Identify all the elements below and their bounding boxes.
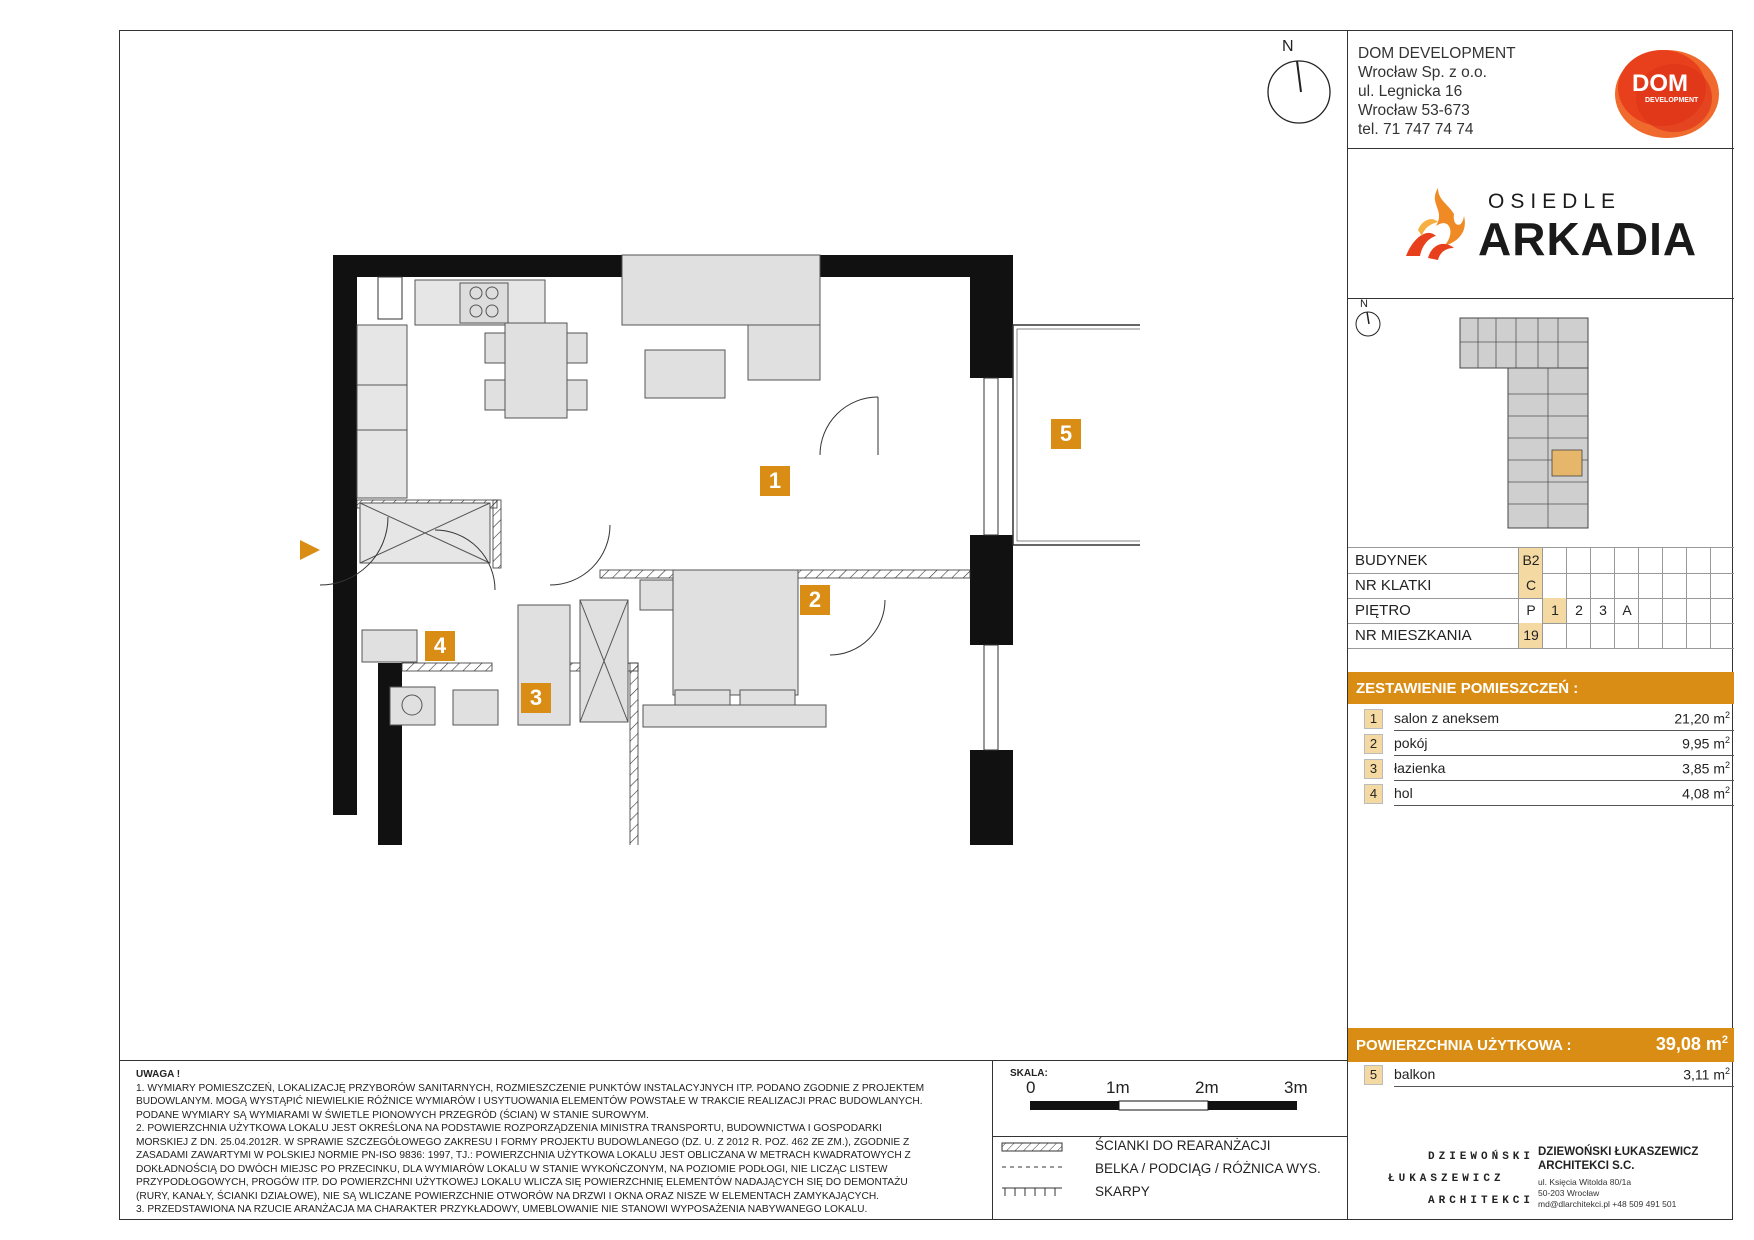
floor-cell: 3 [1590,598,1615,623]
scale-tick: 1m [1106,1078,1130,1097]
note-line: 2. POWIERZCHNIA UŻYTKOWA LOKALU JEST OKREŚLONA NA PODSTAWIE ROZPORZĄDZENIA MINISTRA TRANSPORTU, BUDOWNICTWA I GOSPODARKI [136,1123,882,1134]
scale-bar [1030,1100,1300,1112]
note-line: MORSKIEJ Z DN. 25.04.2012R. W SPRAWIE SZCZEGÓŁOWEGO ZAKRESU I FORMY PROJEKTU BUDOWLANEGO (DZ. U. Z 2012 R. POZ. 462 ZE ZM.), ZGODNIE Z [136,1136,910,1148]
room-row [1348,781,1734,806]
architect-logo: DZIEWOŃSKI ŁUKASZEWICZ ARCHITEKCI [1388,1151,1535,1207]
note-line: PRZYPODŁOGOWYCH, PROGÓW ITP. DO POWIERZCHNI UŻYTKOWEJ LOKALU WLICZA SIĘ POWIERZCHNIĘ ELEMENTÓW NADAJĄCYCH SIĘ DO DEMONTAŻU [136,1177,908,1188]
note-line: PODANE WYMIARY SĄ WYMIARAMI W ŚWIETLE PIONOWYCH PRZEGRÓD (ŚCIAN) W STANIE SUROWYM. [136,1109,649,1121]
legend-item: ŚCIANKI DO REARANŻACJI [1095,1138,1271,1153]
mieszkanie-label: NR MIESZKANIA [1355,627,1472,644]
info-row-mieszkanie [1348,623,1734,649]
project-name: ARKADIA [1478,213,1698,265]
balcony-row [1348,1062,1734,1087]
notes-divider [119,1060,1348,1061]
total-area-value: 39,08 $m^2$ [1655,1034,1728,1054]
company-street: ul. Legnicka 16 [1358,83,1463,100]
pietro-label: PIĘTRO [1355,602,1411,619]
key-plan-selected-unit [1552,450,1582,476]
info-row-budynek [1348,548,1734,574]
notes-heading: UWAGA ! [136,1069,181,1080]
balcony-name: balkon [1394,1066,1436,1082]
room-row [1348,731,1734,756]
room-row [1348,756,1734,781]
room-name: salon z aneksem [1394,710,1500,726]
room-area: 21,20 $m^2$ [1674,710,1730,727]
notes-divider [992,1060,993,1220]
info-row-pietro [1348,598,1734,624]
room-area: 3,85 $m^2$ [1682,760,1730,777]
total-area-label: POWIERZCHNIA UŻYTKOWA : [1356,1037,1572,1054]
klatka-label: NR KLATKI [1355,577,1432,594]
notes [136,1068,976,1217]
divider [1348,148,1734,149]
company-details [1358,44,1516,139]
company-name: DOM DEVELOPMENT [1358,45,1516,62]
note-line: 3. PRZEDSTAWIONA NA RZUCIE ARANŻACJA MA CHARAKTER PRZYKŁADOWY, UMEBLOWANIE NIE STANOWI WYPOSAŻENIA NABYWANEGO LOKALU. [136,1204,868,1215]
dom-logo-text: DOM [1632,70,1688,97]
plan-room-tag-2: 2 [800,585,830,615]
note-line: ZASADAMI ZAWARTYMI W POLSKIEJ NORMIE PN-ISO 9836: 1997, TJ.: POWIERZCHNIA UŻYTKOWA LOKALU JEST OBLICZANA W METRACH KWADRATOWYCH Z [136,1150,911,1161]
legend-divider [992,1136,1348,1137]
room-row [1348,706,1734,731]
room-name: hol [1394,785,1413,801]
note-line: (RURY, KANAŁY, ŚCIANKI DZIAŁOWE), NIE SĄ WLICZANE POWIERZCHNIE OTWORÓW NA DRZWI I OKNA ORAZ NISZE W ELEMENTACH ZAMYKAJĄCYCH. [136,1190,880,1202]
company-phone: tel. 71 747 74 74 [1358,121,1474,138]
company-city: Wrocław 53-673 [1358,102,1470,119]
floor-cell: A [1614,598,1639,623]
note-line: 1. WYMIARY POMIESZCZEŃ, LOKALIZACJĘ PRZYBORÓW SANITARNYCH, ROZMIESZCZENIE PUNKTÓW INSTALACYJNYCH ITP. PODANO ZGODNIE Z PROJEKTEM [136,1082,925,1094]
mieszkanie-value: 19 [1518,623,1543,648]
north-label: N [1282,38,1294,55]
architect-name: DZIEWOŃSKI ŁUKASZEWICZ ARCHITEKCI S.C. [1538,1146,1699,1172]
divider [1348,298,1734,299]
floor-cell: P [1518,598,1543,623]
scale-title: SKALA: [1010,1068,1048,1079]
key-north-label: N [1360,298,1368,310]
info-row-klatka [1348,573,1734,599]
room-number: 2 [1364,734,1383,754]
legend-item: BELKA / PODCIĄG / RÓŻNICA WYS. [1095,1161,1321,1176]
plan-room-tag-1: 1 [760,466,790,496]
plan-room-tag-5: 5 [1051,419,1081,449]
dom-logo-subtext: DEVELOPMENT [1645,97,1699,104]
floor-cell-selected: 1 [1542,598,1567,623]
dom-development-logo [1612,42,1722,140]
scale-tick: 2m [1195,1078,1219,1097]
room-name: pokój [1394,735,1428,751]
floor-plan [300,245,1140,845]
room-name: łazienka [1394,760,1446,776]
room-number: 1 [1364,709,1383,729]
plan-room-tag-4: 4 [425,631,455,661]
room-area: 4,08 $m^2$ [1682,785,1730,802]
entrance-arrow-icon [300,540,320,560]
project-prefix: OSIEDLE [1488,190,1622,213]
total-area-bar [1348,1028,1734,1062]
key-plan-building [1458,314,1598,530]
room-number: 3 [1364,759,1383,779]
room-area: 9,95 $m^2$ [1682,735,1730,752]
balcony-number: 5 [1364,1065,1383,1085]
note-line: BUDOWLANYM. MOGĄ WYSTĄPIĆ NIEWIELKIE RÓŻNICE WYMIARÓW I USYTUOWANIA ELEMENTÓW POWSTAŁE W TRAKCIE REALIZACJI PRAC BUDOWLANYCH. [136,1096,923,1107]
budynek-value: B2 [1518,548,1543,573]
legend-symbols [1000,1140,1070,1210]
scale-tick: 0 [1026,1078,1036,1097]
legend-item: SKARPY [1095,1184,1150,1199]
arkadia-flame-icon [1398,186,1474,262]
north-arrow-icon [1265,58,1333,126]
architect-address: ul. Księcia Witolda 80/1a 50-203 Wrocław md@dlarchitekci.pl +48 509 491 501 [1538,1177,1677,1209]
company-line: Wrocław Sp. z o.o. [1358,64,1487,81]
klatka-value: C [1518,573,1543,598]
rooms-heading-bar [1348,672,1734,704]
key-north-icon [1354,310,1382,338]
budynek-label: BUDYNEK [1355,552,1428,569]
note-line: DOKŁADNOŚCIĄ DO DWÓCH MIEJSC PO PRZECINKU, DLA WYMIARÓW LOKALU W STANIE WYKOŃCZONYM, NA POZIOMIE PODŁOGI, NIE LICZĄC LISTEW [136,1163,888,1175]
floor-cell: 2 [1566,598,1591,623]
scale-tick: 3m [1284,1078,1308,1097]
room-number: 4 [1364,784,1383,804]
plan-room-tag-3: 3 [521,683,551,713]
rooms-heading: ZESTAWIENIE POMIESZCZEŃ : [1356,680,1579,697]
balcony-area: 3,11 $m^2$ [1683,1066,1730,1083]
